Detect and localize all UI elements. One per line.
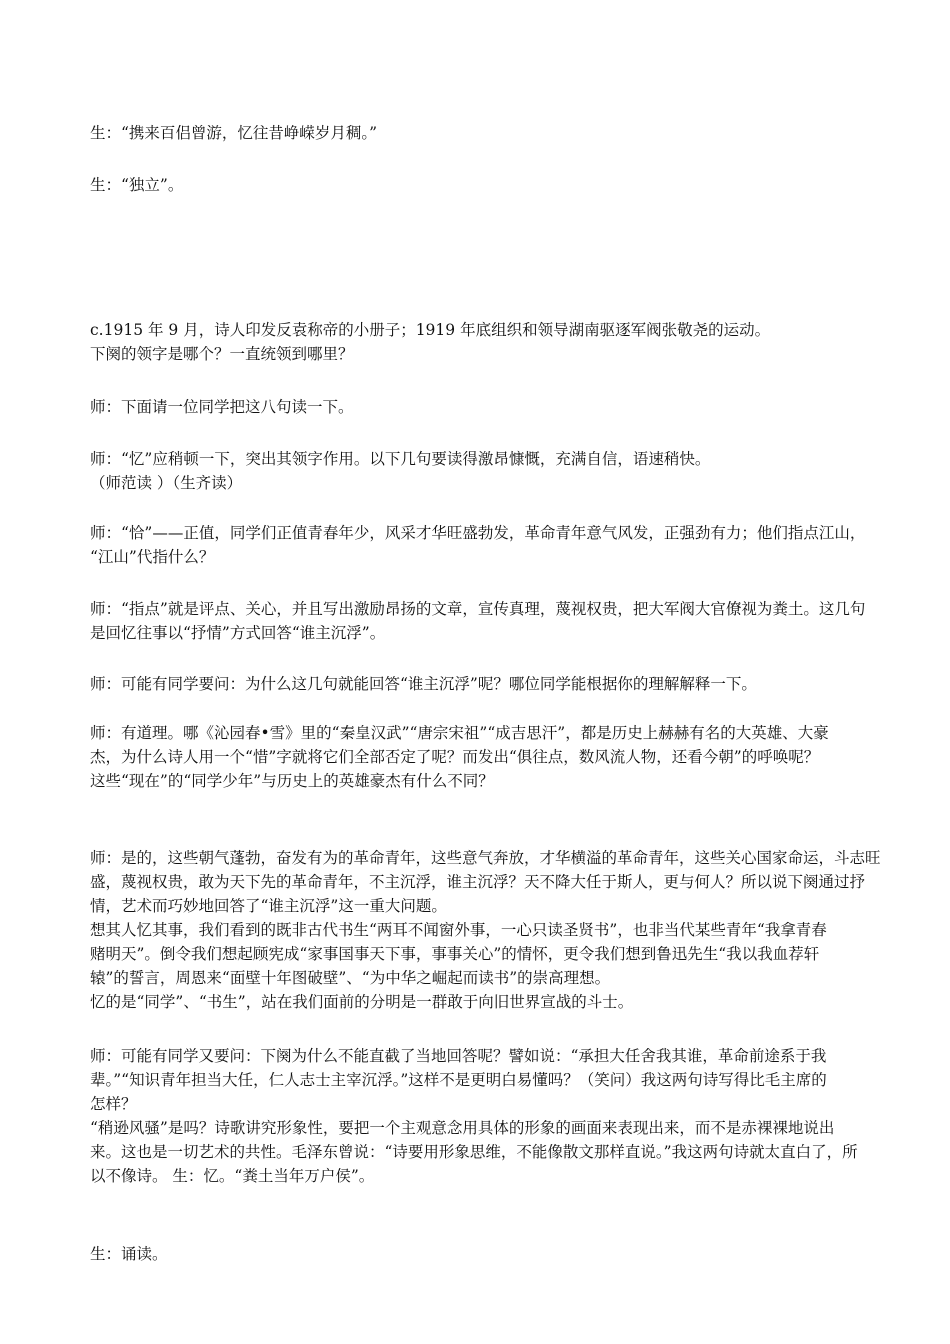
paragraph-student-duli — [90, 173, 910, 197]
text-line: 师：下面请一位同学把这八句读一下。 — [90, 398, 354, 416]
text-line: “江山”代指什么？ — [90, 548, 215, 566]
paragraph-teacher-question — [90, 672, 910, 696]
text-line: 辕”的誓言，周恩来“面壁十年图破壁”、“为中华之崛起而读书”的崇高理想。 — [90, 969, 611, 987]
text-line: 来。这也是一切艺术的共性。毛泽东曾说：“诗要用形象思维，不能像散文那样直说。”我这两句诗就太直白了，所 — [90, 1143, 858, 1161]
text-line: 师：可能有同学又要问：下阕为什么不能直截了当地回答呢？譬如说：“承担大任舍我其谁，革命前途系于我 — [90, 1047, 827, 1065]
text-line: “稍逊风骚”是吗？诗歌讲究形象性，要把一个主观意念用具体的形象的画面来表现出来，而不是赤裸裸地说出 — [90, 1119, 835, 1137]
text-line: 师：“忆”应稍顿一下，突出其领字作用。以下几句要读得激昂慷慨，充满自信，语速稍快。 — [90, 450, 711, 468]
paragraph-teacher-yes — [90, 846, 910, 1014]
text-line: 生：“独立”。 — [90, 176, 184, 194]
text-line: 师：有道理。哪《沁园春•雪》里的“秦皇汉武”“唐宗宋祖”“成吉思汗”，都是历史上赫赫有名的大英雄、大豪 — [90, 724, 829, 742]
text-line: 这些“现在”的“同学少年”与历史上的英雄豪杰有什么不同？ — [90, 772, 494, 790]
text-line: （师范读 ）（生齐读） — [90, 474, 243, 492]
text-line: 师：“恰”——正值，同学们正值青春年少，风采才华旺盛勃发，革命青年意气风发，正强劲有力；他们指点江山， — [90, 524, 866, 542]
text-line: 忆的是“同学”、“书生”，站在我们面前的分明是一群敢于向旧世界宣战的斗士。 — [90, 993, 634, 1011]
text-line: 下阕的领字是哪个？一直统领到哪里？ — [90, 345, 354, 363]
text-line: 盛，蔑视权贵，敢为天下先的革命青年，不主沉浮，谁主沉浮？天不降大任于斯人，更与何人？所以说下阕通过抒 — [90, 873, 866, 891]
text-line: 师：可能有同学要问：为什么这几句就能回答“谁主沉浮”呢？哪位同学能根据你的理解解释一下。 — [90, 675, 757, 693]
text-line: 生：“携来百侣曾游，忆往昔峥嵘岁月稠。” — [90, 124, 378, 142]
text-line: 辈。”“知识青年担当大任，仁人志士主宰沉浮。”这样不是更明白易懂吗？（笑问）我这两句诗写得比毛主席的 — [90, 1071, 827, 1089]
paragraph-student-recite — [90, 1242, 910, 1266]
paragraph-teacher-why-not-direct — [90, 1044, 910, 1188]
text-line: c.1915 年 9 月，诗人印发反袁称帝的小册子；1919 年底组织和领导湖南驱逐军阀张敬尧的运动。 — [90, 321, 771, 339]
text-line: 赌明天”。倒令我们想起顾宪成“家事国事天下事，事事关心”的情怀，更令我们想到鲁迅先生“我以我血荐轩 — [90, 945, 820, 963]
paragraph-teacher-yi — [90, 447, 910, 495]
text-line: 是回忆往事以“抒情”方式回答“谁主沉浮”。 — [90, 624, 386, 642]
text-line: 以不像诗。 生：忆。“粪土当年万户侯”。 — [90, 1167, 375, 1185]
text-line: 师：是的，这些朝气蓬勃，奋发有为的革命青年，这些意气奔放，才华横溢的革命青年，这些关心国家命运，斗志旺 — [90, 849, 881, 867]
paragraph-teacher-zhidian — [90, 597, 910, 645]
text-line: 生：诵读。 — [90, 1245, 168, 1263]
text-line: 师：“指点”就是评点、关心，并且写出激励昂扬的文章，宣传真理，蔑视权贵，把大军阀大官僚视为粪土。这几句 — [90, 600, 866, 618]
text-line: 情，艺术而巧妙地回答了“谁主沉浮”这一重大问题。 — [90, 897, 447, 915]
paragraph-teacher-qia — [90, 521, 910, 569]
paragraph-student-quote — [90, 121, 910, 145]
paragraph-teacher-read — [90, 395, 910, 419]
text-line: 杰，为什么诗人用一个“惜”字就将它们全部否定了呢？而发出“俱往点，数风流人物，还看今朝”的呼唤呢？ — [90, 748, 820, 766]
text-line: 怎样？ — [90, 1095, 137, 1113]
text-line: 想其人忆其事，我们看到的既非古代书生“两耳不闻窗外事，一心只读圣贤书”，也非当代某些青年“我拿青春 — [90, 921, 827, 939]
paragraph-teacher-reason — [90, 721, 910, 793]
paragraph-historical-note — [90, 318, 910, 366]
